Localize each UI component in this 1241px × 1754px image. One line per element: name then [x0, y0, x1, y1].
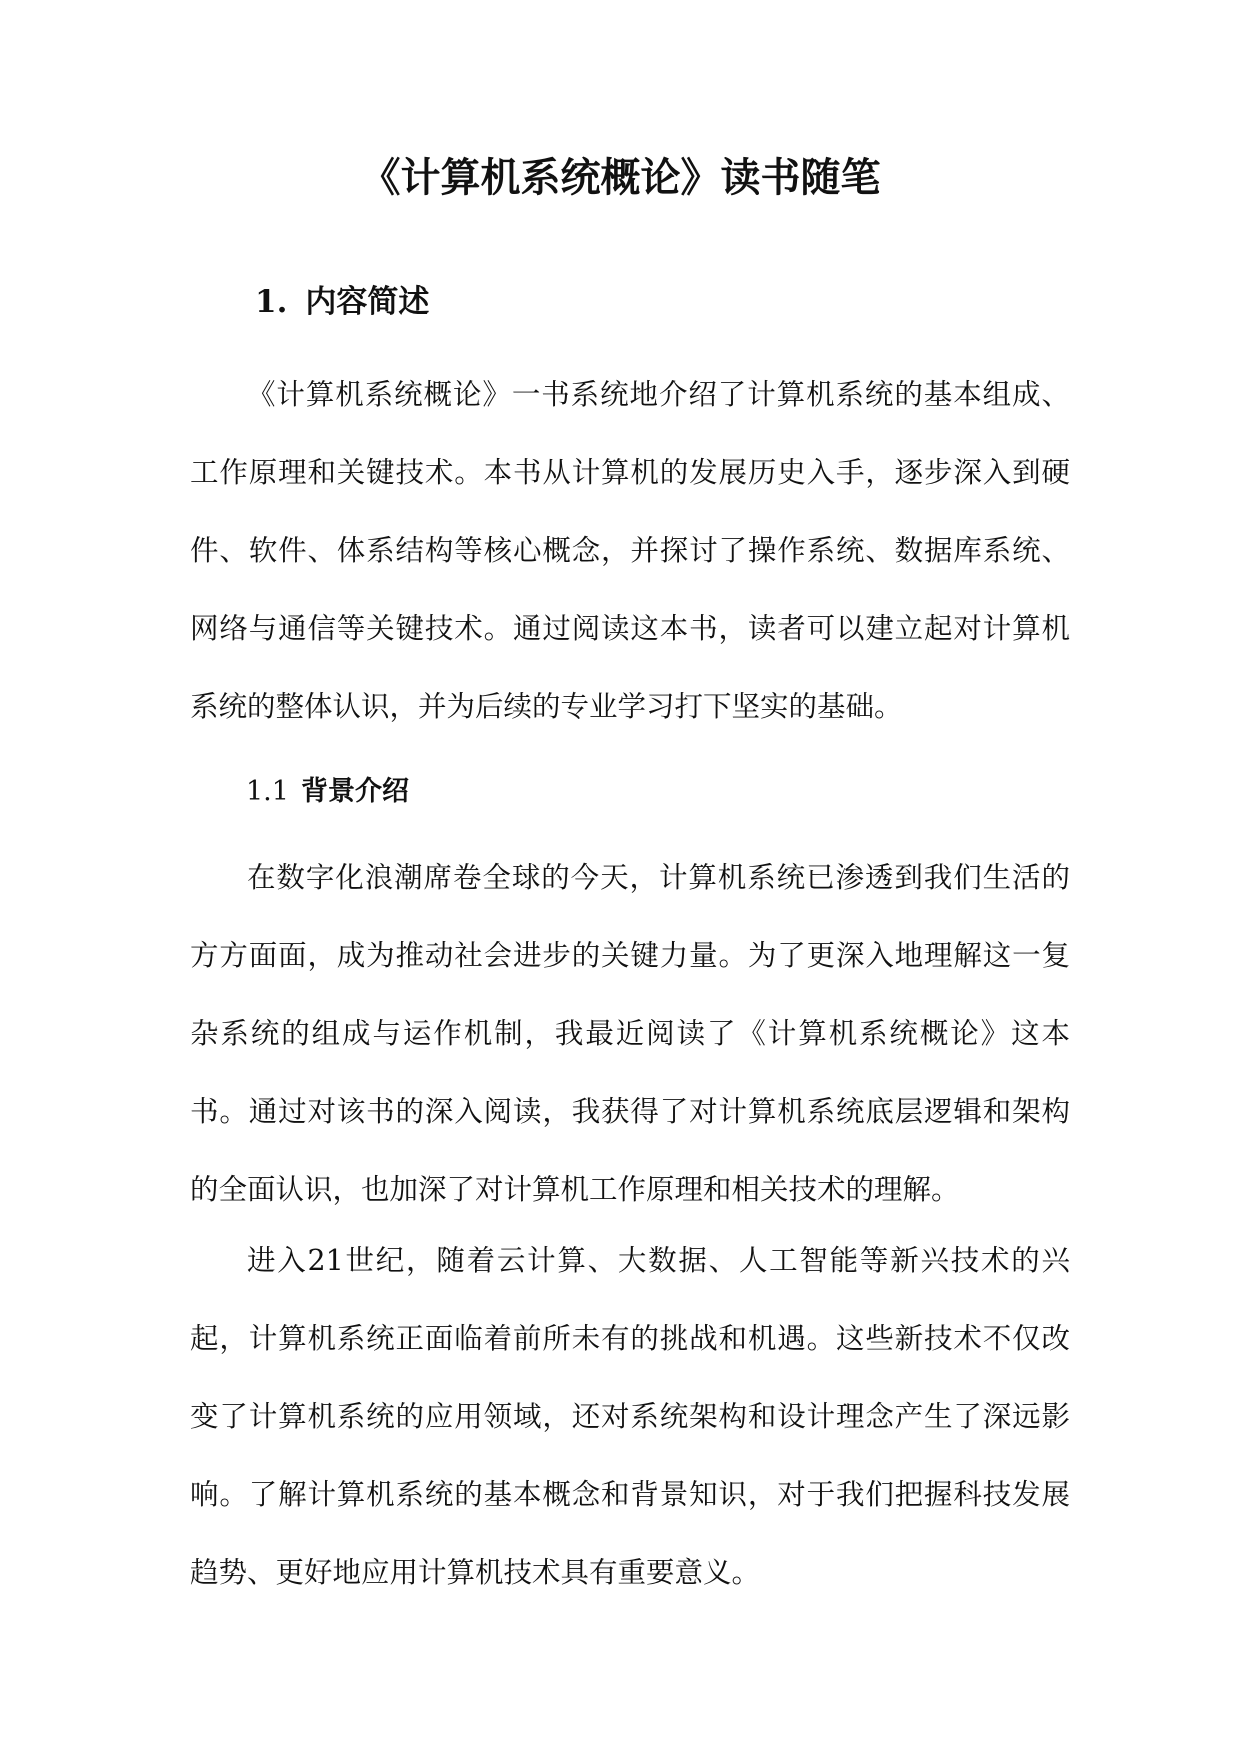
subsection-heading-background: [246, 772, 409, 812]
subsection-number: 1.1: [246, 776, 289, 807]
subsection-title: 背景介绍: [300, 776, 409, 807]
section-heading-content-summary: [255, 280, 429, 324]
paragraph-content-summary: 《计算机系统概论》一书系统地介绍了计算机系统的基本组成、工作原理和关键技术。本书从计算机的发展历史入手，逐步深入到硬件、软件、体系结构等核心概念，并探讨了操作系统、数据库系统、网络与通信等关键技术。通过阅读这本书，读者可以建立起对计算机系统的整体认识，并为后续的专业学习打下坚实的基础。: [190, 378, 1070, 723]
paragraph-background-2: 进入21世纪，随着云计算、大数据、人工智能等新兴技术的兴起，计算机系统正面临着前所未有的挑战和机遇。这些新技术不仅改变了计算机系统的应用领域，还对系统架构和设计理念产生了深远影响。了解计算机系统的基本概念和背景知识，对于我们把握科技发展趋势、更好地应用计算机技术具有重要意义。: [190, 1244, 1070, 1589]
section-title: 内容简述: [305, 284, 430, 320]
section-number: 1.: [255, 284, 288, 320]
document-title: 《计算机系统概论》读书随笔: [360, 154, 881, 201]
paragraph-background-1: 在数字化浪潮席卷全球的今天，计算机系统已渗透到我们生活的方方面面，成为推动社会进步的关键力量。为了更深入地理解这一复杂系统的组成与运作机制，我最近阅读了《计算机系统概论》这本书。通过对该书的深入阅读，我获得了对计算机系统底层逻辑和架构的全面认识，也加深了对计算机工作原理和相关技术的理解。: [190, 861, 1070, 1206]
